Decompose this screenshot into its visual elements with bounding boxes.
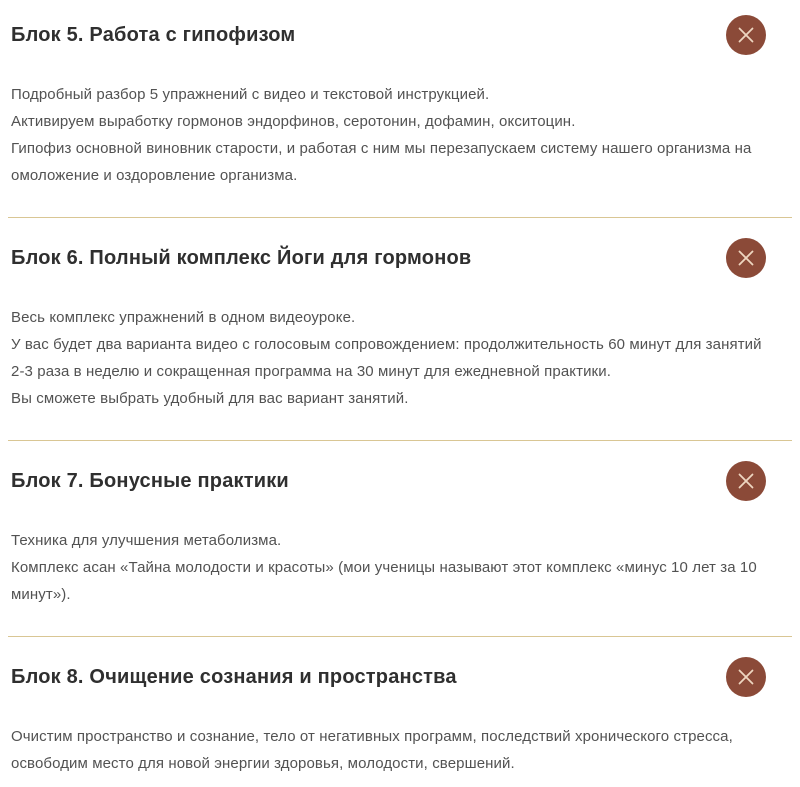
block-title: Блок 8. Очищение сознания и пространства: [11, 666, 457, 688]
course-block: [8, 0, 792, 218]
block-paragraph: Весь комплекс упражнений в одном видеоуроке.: [11, 309, 356, 326]
block-title: Блок 7. Бонусные практики: [11, 470, 289, 492]
block-paragraphs: [11, 304, 792, 412]
block-paragraph: Подробный разбор 5 упражнений с видео и текстовой инструкцией.: [11, 86, 490, 103]
block-header: [11, 657, 792, 697]
close-button[interactable]: [726, 238, 766, 278]
block-paragraphs: [11, 81, 792, 189]
close-icon: [726, 238, 766, 278]
close-button[interactable]: [726, 15, 766, 55]
block-title: Блок 5. Работа с гипофизом: [11, 24, 296, 46]
block-paragraphs: [11, 527, 792, 608]
block-paragraph: Комплекс асан «Тайна молодости и красоты» (мои ученицы называют этот комплекс «минус 10 лет за 10 минут»).: [11, 559, 757, 603]
course-block: [8, 637, 792, 787]
block-paragraph: Очистим пространство и сознание, тело от негативных программ, последствий хронического стресса, освободим место для новой энергии здоровья, молодости, свершений.: [11, 728, 733, 772]
course-block: [8, 218, 792, 441]
course-block: [8, 441, 792, 637]
block-header: [11, 15, 792, 55]
block-header: [11, 461, 792, 501]
close-button[interactable]: [726, 461, 766, 501]
block-paragraphs: [11, 723, 792, 777]
block-paragraph: Активируем выработку гормонов эндорфинов, серотонин, дофамин, окситоцин.: [11, 113, 576, 130]
block-paragraph: Техника для улучшения метаболизма.: [11, 532, 282, 549]
close-button[interactable]: [726, 657, 766, 697]
close-icon: [726, 657, 766, 697]
block-paragraph: Гипофиз основной виновник старости, и работая с ним мы перезапускаем систему нашего организма на омоложение и оздоровление организма.: [11, 140, 752, 184]
block-title: Блок 6. Полный комплекс Йоги для гормонов: [11, 247, 472, 269]
block-paragraph: У вас будет два варианта видео с голосовым сопровождением: продолжительность 60 минут для занятий 2-3 раза в неделю и сокращенная программа на 30 минут для ежедневной практики.: [11, 336, 762, 380]
close-icon: [726, 15, 766, 55]
blocks-list: [8, 0, 792, 787]
block-paragraph: Вы сможете выбрать удобный для вас вариант занятий.: [11, 390, 409, 407]
block-header: [11, 238, 792, 278]
close-icon: [726, 461, 766, 501]
